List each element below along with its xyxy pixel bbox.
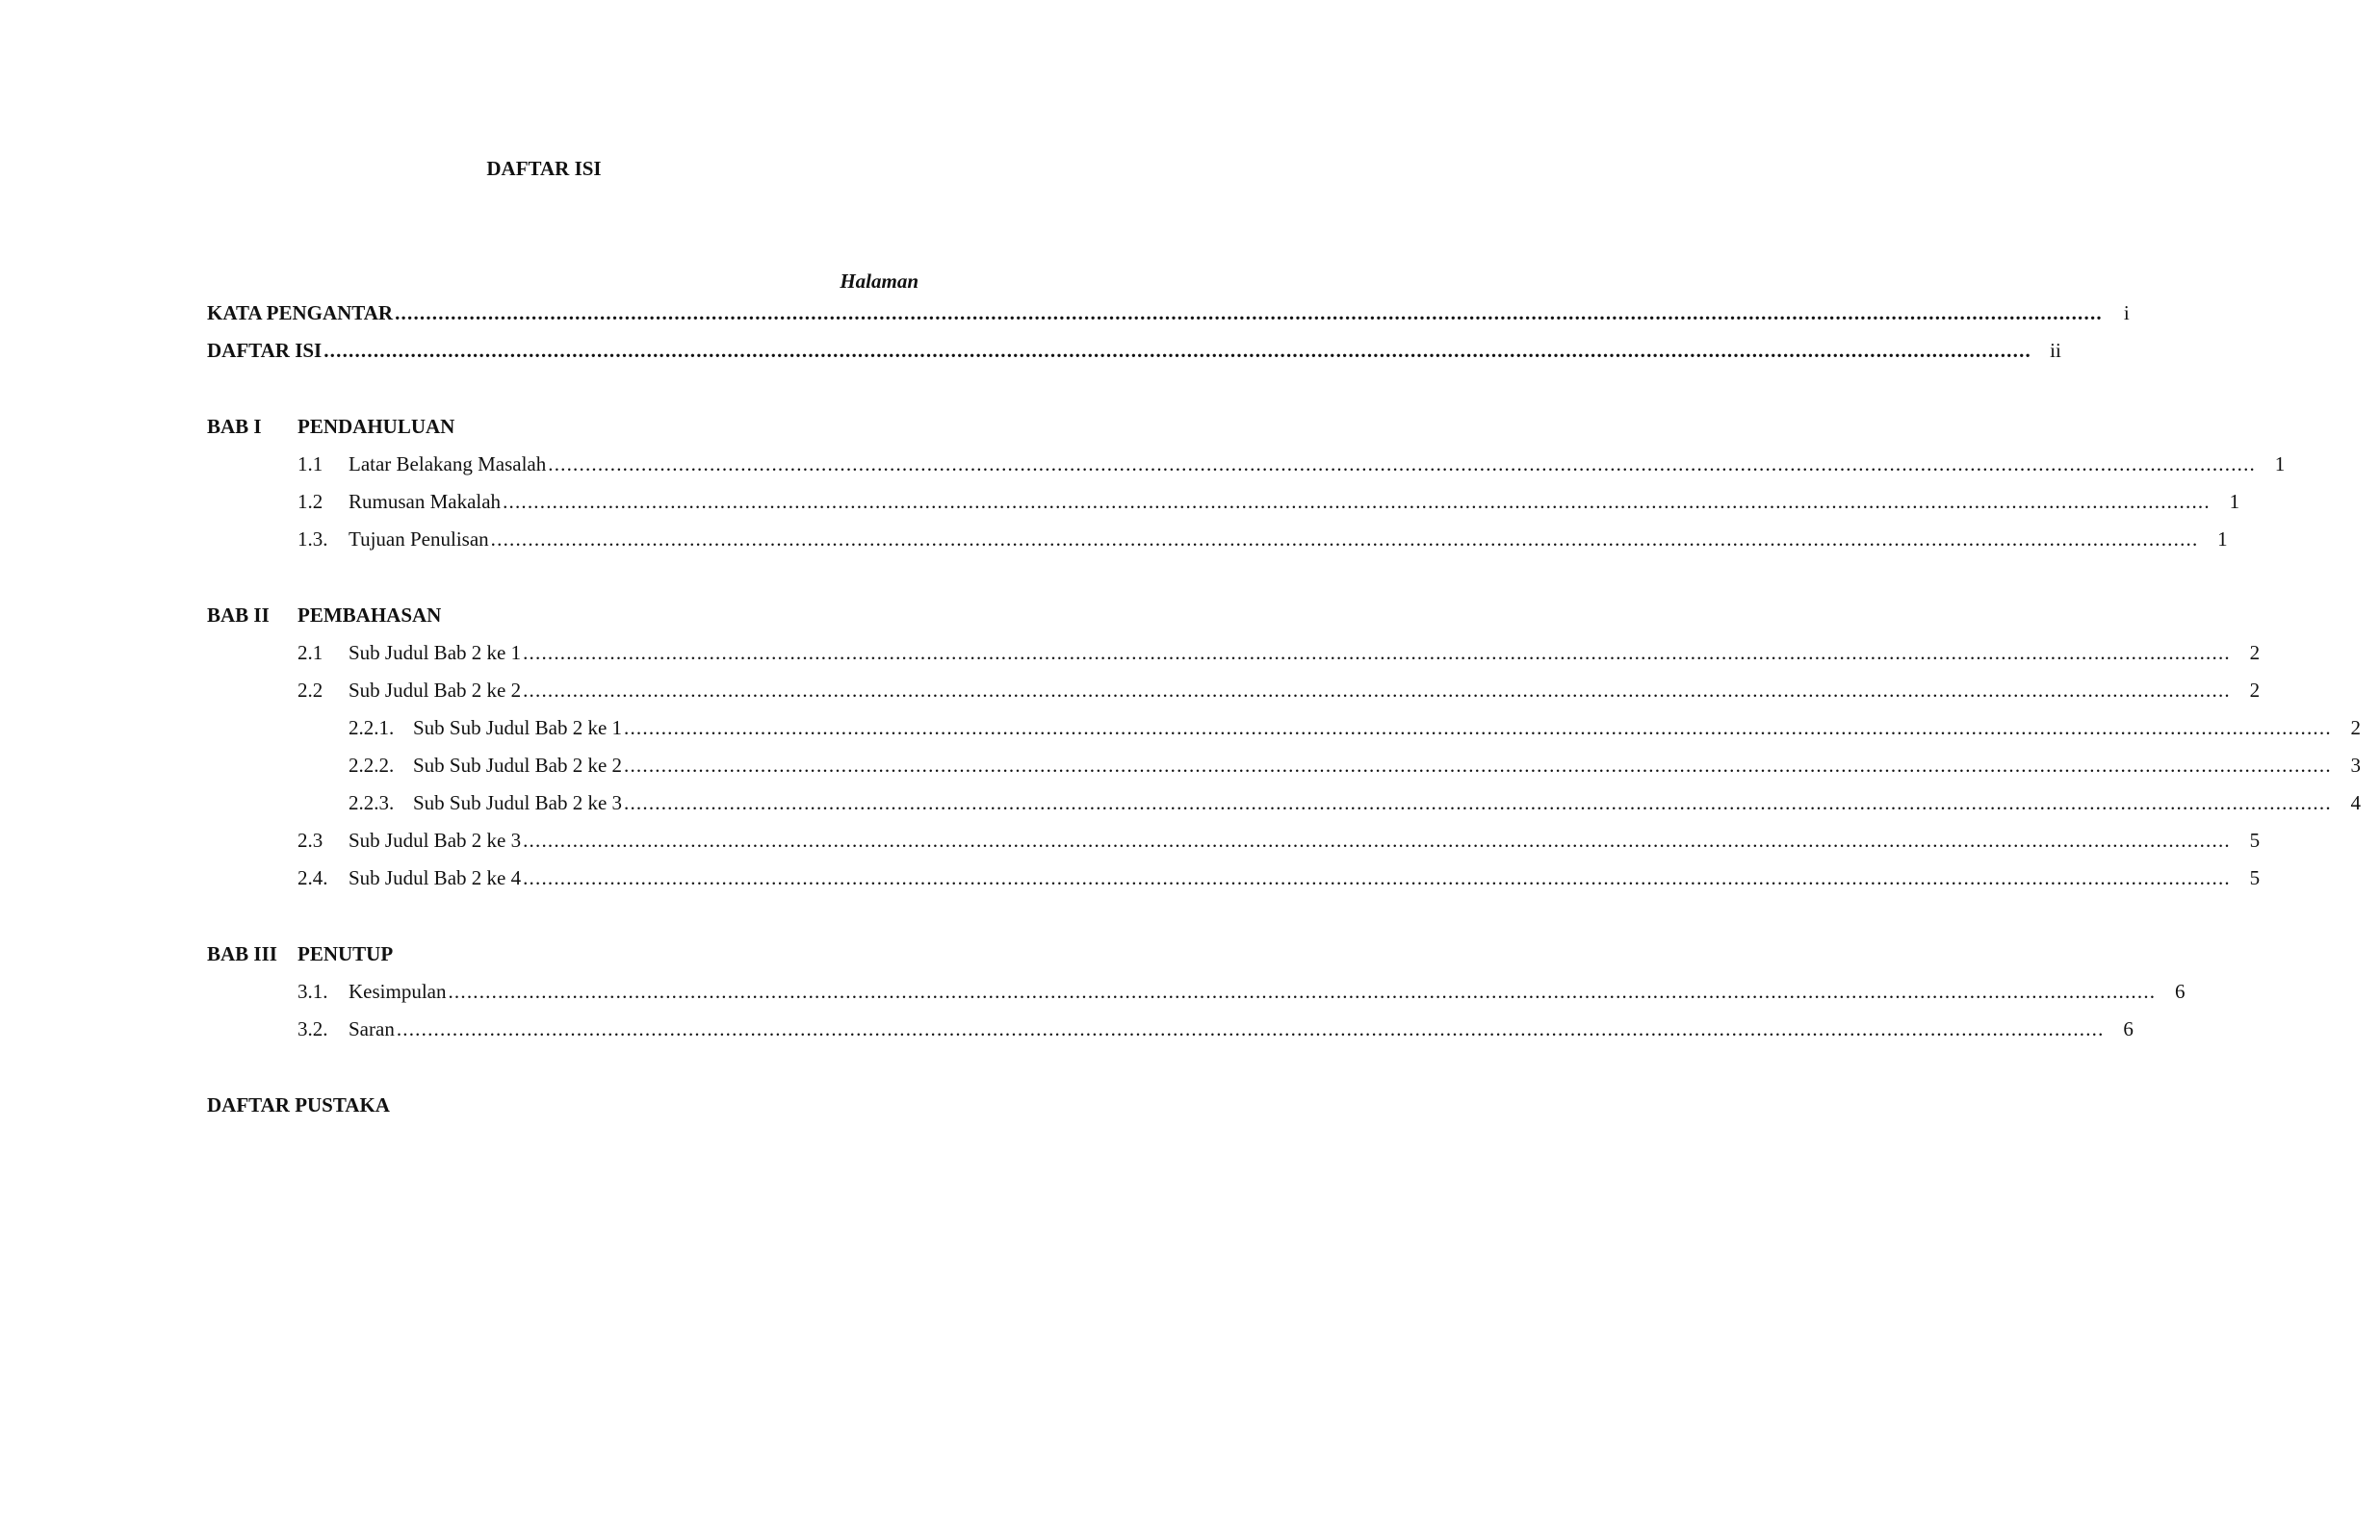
chapter-title: PENDAHULUAN bbox=[298, 415, 455, 438]
toc-page-number: i bbox=[2123, 301, 2130, 324]
page-column-header: Halaman bbox=[840, 270, 918, 293]
toc-page-number: 6 bbox=[2174, 980, 2186, 1003]
dot-leader bbox=[622, 753, 2332, 778]
section-label: Saran bbox=[349, 1017, 395, 1040]
dot-leader bbox=[521, 640, 2231, 665]
subsection-label: Sub Sub Judul Bab 2 ke 1 bbox=[413, 716, 623, 739]
section-label: Sub Judul Bab 2 ke 1 bbox=[349, 641, 522, 664]
dot-leader bbox=[521, 678, 2231, 703]
toc-subentry bbox=[349, 713, 2362, 742]
chapter-title: PEMBAHASAN bbox=[298, 603, 442, 627]
toc-page-number: 2 bbox=[2249, 679, 2261, 702]
subsection-number: 2.2.1. bbox=[349, 716, 395, 739]
chapter-number: BAB II bbox=[207, 603, 270, 627]
toc-page-number: ii bbox=[2050, 339, 2061, 362]
section-label: Tujuan Penulisan bbox=[349, 527, 489, 551]
toc-entry bbox=[298, 638, 2261, 667]
section-number: 2.4. bbox=[298, 866, 328, 889]
dot-leader bbox=[446, 979, 2156, 1004]
chapter-heading-bab-iii bbox=[207, 939, 393, 968]
dot-leader bbox=[395, 1016, 2105, 1041]
section-label: Sub Judul Bab 2 ke 2 bbox=[349, 679, 522, 702]
toc-page-number: 5 bbox=[2249, 866, 2261, 889]
subsection-label: Sub Sub Judul Bab 2 ke 2 bbox=[413, 754, 623, 777]
toc-subentry bbox=[349, 751, 2362, 780]
toc-page-number: 4 bbox=[2350, 791, 2362, 814]
subsection-number: 2.2.3. bbox=[349, 791, 395, 814]
chapter-heading-bab-ii bbox=[207, 601, 441, 629]
chapter-heading-bab-i bbox=[207, 412, 454, 441]
toc-page-number: 1 bbox=[2217, 527, 2228, 551]
section-number: 1.2 bbox=[298, 490, 323, 513]
toc-subentry bbox=[349, 788, 2362, 817]
dot-leader bbox=[521, 865, 2231, 890]
chapter-title: PENUTUP bbox=[298, 942, 394, 965]
toc-entry bbox=[298, 676, 2261, 705]
section-label: Kesimpulan bbox=[349, 980, 447, 1003]
toc-entry bbox=[298, 487, 2240, 516]
page-title: DAFTAR ISI bbox=[486, 157, 602, 180]
dot-leader bbox=[546, 451, 2256, 476]
toc-entry-label: DAFTAR PUSTAKA bbox=[207, 1093, 390, 1116]
toc-entry-daftar-pustaka bbox=[207, 1091, 907, 1119]
chapter-number: BAB I bbox=[207, 415, 262, 438]
section-number: 2.2 bbox=[298, 679, 323, 702]
toc-entry bbox=[298, 449, 2286, 478]
section-label: Latar Belakang Masalah bbox=[349, 452, 547, 475]
section-label: Sub Judul Bab 2 ke 3 bbox=[349, 829, 522, 852]
section-number: 2.3 bbox=[298, 829, 323, 852]
chapter-number: BAB III bbox=[207, 942, 277, 965]
section-label: Rumusan Makalah bbox=[349, 490, 502, 513]
toc-entry bbox=[298, 826, 2261, 855]
toc-entry-label: KATA PENGANTAR bbox=[207, 301, 394, 324]
section-label: Sub Judul Bab 2 ke 4 bbox=[349, 866, 522, 889]
toc-page-number: 2 bbox=[2350, 716, 2362, 739]
dot-leader bbox=[501, 489, 2211, 514]
toc-page-number: 6 bbox=[2123, 1017, 2134, 1040]
toc-page-number: 1 bbox=[2274, 452, 2286, 475]
dot-leader bbox=[489, 526, 2199, 552]
section-number: 1.3. bbox=[298, 527, 328, 551]
dot-leader bbox=[622, 715, 2332, 740]
toc-entry-daftar-isi bbox=[207, 336, 2061, 365]
toc-entry bbox=[298, 977, 2186, 1006]
toc-page-number: 3 bbox=[2350, 754, 2362, 777]
toc-entry bbox=[298, 863, 2261, 892]
section-number: 3.2. bbox=[298, 1017, 328, 1040]
toc-entry-kata-pengantar bbox=[207, 298, 2130, 327]
dot-leader bbox=[622, 790, 2332, 815]
toc-entry bbox=[298, 1014, 2134, 1043]
dot-leader bbox=[521, 828, 2231, 853]
toc-page-number: 2 bbox=[2249, 641, 2261, 664]
subsection-label: Sub Sub Judul Bab 2 ke 3 bbox=[413, 791, 623, 814]
subsection-number: 2.2.2. bbox=[349, 754, 395, 777]
toc-page-number: 5 bbox=[2249, 829, 2261, 852]
toc-page-number: 1 bbox=[2229, 490, 2240, 513]
dot-leader bbox=[322, 338, 2031, 363]
toc-entry-label: DAFTAR ISI bbox=[207, 339, 323, 362]
toc-entry bbox=[298, 525, 2228, 553]
section-number: 2.1 bbox=[298, 641, 323, 664]
section-number: 3.1. bbox=[298, 980, 328, 1003]
dot-leader bbox=[393, 300, 2103, 325]
section-number: 1.1 bbox=[298, 452, 323, 475]
